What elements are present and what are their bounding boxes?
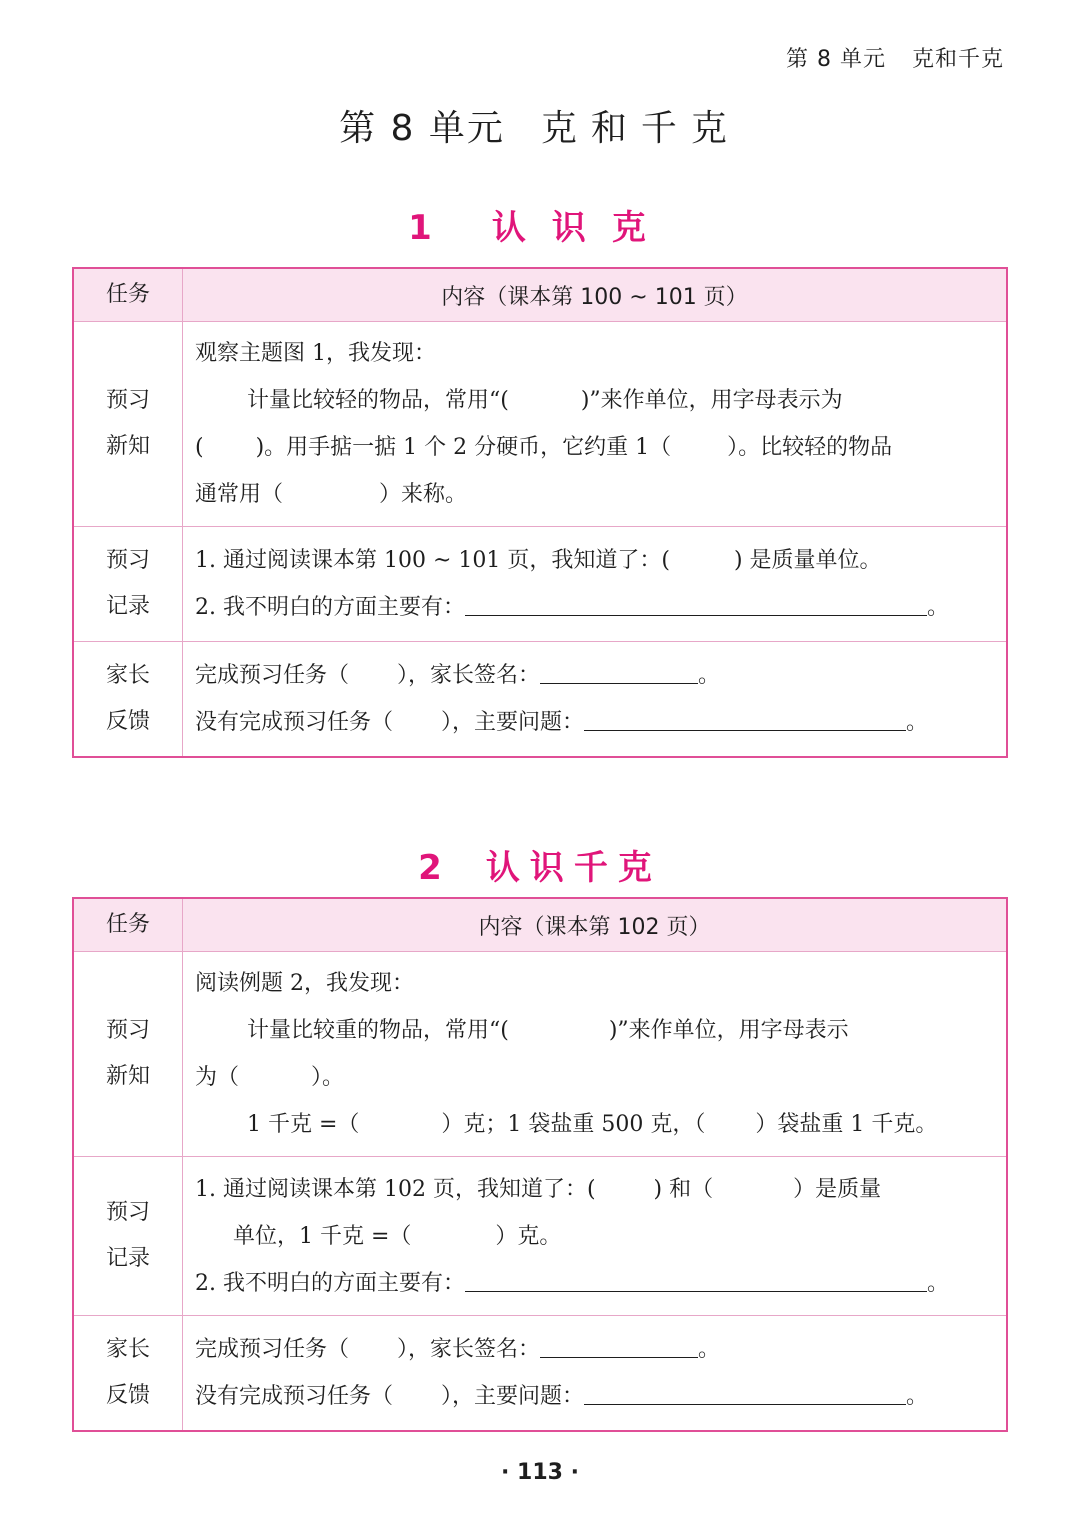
row-label: 预习 记录	[73, 1157, 183, 1316]
row-preview-new	[73, 952, 1007, 1157]
row-content: 阅读例题 2，我发现： 计量比较重的物品，常用“( )”来作单位，用字母表示 为（ ）。 1 千克 =（ ）克；1 袋盐重 500 克，（ ）袋盐重 1 千克。	[183, 952, 1008, 1157]
row-parent	[73, 1316, 1007, 1432]
row-content: 1. 通过阅读课本第 102 页，我知道了：( ) 和（ ）是质量 单位，1 千克 =（ ）克。 2. 我不明白的方面主要有： 。	[183, 1157, 1008, 1316]
problem-line[interactable]	[584, 708, 906, 731]
answer-line[interactable]	[465, 1269, 927, 1292]
section2-title	[0, 840, 1080, 889]
header-content: 内容（课本第 100 ~ 101 页）	[183, 268, 1008, 322]
row-label: 预习 新知	[73, 952, 183, 1157]
signature-line[interactable]	[540, 1335, 698, 1358]
section1-table	[72, 267, 1008, 758]
running-header	[786, 42, 1004, 73]
header-task: 任务	[73, 898, 183, 952]
row-parent	[73, 642, 1007, 758]
row-preview-record	[73, 527, 1007, 642]
page-number: · 113 ·	[501, 1460, 579, 1485]
problem-line[interactable]	[584, 1382, 906, 1405]
section1-title	[0, 200, 1080, 249]
section1-name: 认识克	[491, 208, 672, 248]
unit-title	[0, 100, 1080, 151]
row-label: 家长 反馈	[73, 642, 183, 758]
signature-line[interactable]	[540, 661, 698, 684]
answer-line[interactable]	[465, 593, 927, 616]
table-header-row	[73, 268, 1007, 322]
header-content: 内容（课本第 102 页）	[183, 898, 1008, 952]
unit-title-name: 克和千克	[540, 108, 741, 149]
section2-name: 认识千克	[485, 848, 662, 888]
section2-number: 2	[418, 848, 452, 888]
header-unit: 第 8 单元	[786, 47, 886, 72]
header-topic: 克和千克	[911, 47, 1004, 72]
row-content: 完成预习任务（ ），家长签名： 。 没有完成预习任务（ ），主要问题： 。	[183, 642, 1008, 758]
table-header-row	[73, 898, 1007, 952]
row-preview-new	[73, 322, 1007, 527]
row-content: 观察主题图 1，我发现： 计量比较轻的物品，常用“( )”来作单位，用字母表示为 ( )。用手掂一掂 1 个 2 分硬币，它约重 1（ ）。比较轻的物品 通常用（ ）来称。	[183, 322, 1008, 527]
row-label: 家长 反馈	[73, 1316, 183, 1432]
row-label: 预习 记录	[73, 527, 183, 642]
row-preview-record	[73, 1157, 1007, 1316]
row-content: 完成预习任务（ ），家长签名： 。 没有完成预习任务（ ），主要问题： 。	[183, 1316, 1008, 1432]
row-content: 1. 通过阅读课本第 100 ~ 101 页，我知道了：( ) 是质量单位。 2. 我不明白的方面主要有： 。	[183, 527, 1008, 642]
unit-title-number: 第 8 单元	[339, 108, 505, 149]
row-label: 预习 新知	[73, 322, 183, 527]
section2-table	[72, 897, 1008, 1432]
section1-number: 1	[408, 208, 458, 248]
header-task: 任务	[73, 268, 183, 322]
